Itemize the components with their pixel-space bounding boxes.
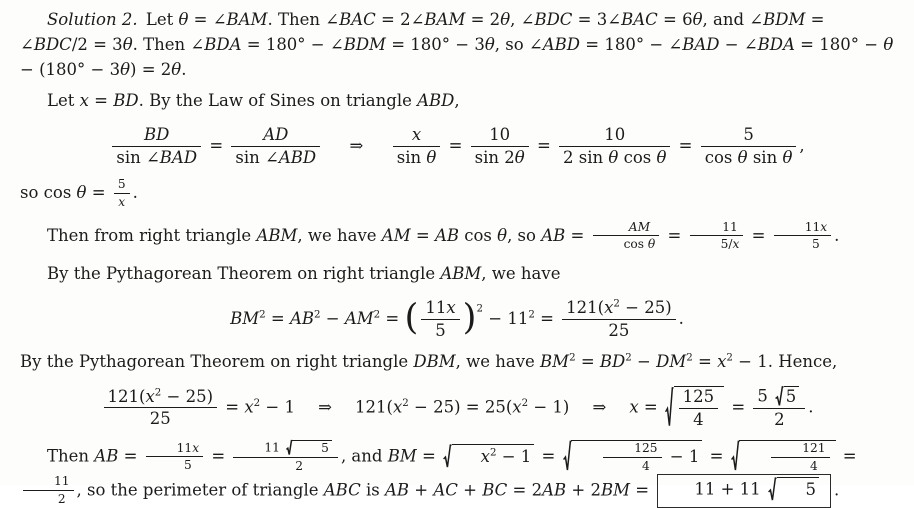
bm-squared-equation: $BM^2 = AB^2 - AM^2$ = ( $\frac{11x}{5}$ )$^2 - 11^2$ = $\frac{121(x^2 - 25)}{25}$ . (230, 297, 684, 340)
fraction: $\frac{11}{2}$ (23, 474, 74, 507)
big-paren: ) (462, 297, 477, 339)
square-root: $x^2 - 1$ (443, 444, 534, 470)
fraction: $\frac{11x}{5}$ (146, 441, 203, 474)
right-triangle-abm-paragraph: Then from right triangle ABM, we have AM = AB cos θ, so AB = $\frac{AM}{\text{cos θ}}$ = $\frac{11}{5/x}$ = $\frac{11x}{5}$ . (47, 219, 840, 251)
fraction: $\frac{121(x^2 - 25)}{25}$ (562, 298, 676, 341)
law-of-sines-equation: $\frac{BD}{\text{sin ∠BAD}}$ = $\frac{AD}{\text{sin ∠ABD}}$ ⇒ $\frac{x}{\text{sin θ}}$ = $\frac{10}{\sin 2\theta}$ = $\frac{10}{\text{2 sin θ cos θ}}$ = $\frac{5}{\text{cos θ sin θ}}$ , (20, 125, 894, 168)
solution-intro-paragraph: Solution 2. Let θ = ∠BAM. Then ∠BAC = 2∠BAM = 2θ, ∠BDC = 3∠BAC = 6θ, and ∠BDM = ∠BDC/2 = 3θ. Then ∠BDA = 180° − ∠BDM = 180° − 3θ, so ∠ABD = 180° − ∠BAD − ∠BDA = 180° − θ − (180° − 3θ) = 2θ. (20, 10, 894, 79)
fraction: $\frac{125}{4}$ (603, 441, 661, 474)
fraction: $\frac{BD}{\text{sin ∠BAD}}$ (112, 125, 201, 168)
square-root: 5 (286, 440, 332, 456)
radical-icon (731, 440, 740, 474)
square-root (731, 440, 836, 474)
fraction: $\frac{5}{\text{cos θ sin θ}}$ (701, 125, 797, 168)
radical-icon (768, 477, 777, 503)
fraction: $\frac{11x}{5}$ (421, 298, 459, 341)
pythagorean-abm-intro-paragraph: By the Pythagorean Theorem on right triangle ABM, we have (47, 264, 561, 284)
fraction: $\frac{121}{4}$ (771, 441, 829, 474)
fraction: $\frac{121(x^2 - 25)}{25}$ (104, 387, 218, 430)
square-root (665, 386, 724, 430)
fraction: $\frac{125}{4}$ (679, 387, 719, 430)
square-root: $\frac{125}{4}$ − 1 (563, 440, 703, 474)
square-root: 5 (775, 386, 799, 408)
solve-for-x-equation: $\frac{121(x^2 - 25)}{25}$ = $x^2 - 1$ ⇒ $121(x^2 - 25) = 25(x^2 - 1)$ ⇒ x = $\frac{125}{4}$ = 5 5 2 . (20, 386, 894, 430)
fraction: 11 5 2 (233, 440, 338, 474)
pythagorean-dbm-paragraph: By the Pythagorean Theorem on right triangle DBM, we have $BM^2 = BD^2 - DM^2 = x^2 - 1$. Hence, (20, 352, 838, 372)
fraction: $\frac{11x}{5}$ (774, 220, 831, 253)
square-root: 5 (768, 477, 819, 503)
cos-theta-result-paragraph: so cos θ = $\frac{5}{x}$ . (20, 177, 138, 209)
radical-icon (443, 444, 452, 470)
big-paren: ( (404, 297, 419, 339)
boxed-answer: 11 + 11 5 (657, 474, 831, 508)
law-of-sines-intro-paragraph: Let x = BD. By the Law of Sines on triangle ABD, (47, 91, 460, 111)
radical-icon (563, 440, 572, 474)
fraction: $\frac{5}{x}$ (114, 177, 130, 210)
fraction: $\frac{x}{\text{sin θ}}$ (393, 125, 441, 168)
radical-icon (665, 386, 674, 430)
fraction: $\frac{10}{\text{2 sin θ cos θ}}$ (559, 125, 670, 168)
fraction: $\frac{AD}{\text{sin ∠ABD}}$ (231, 125, 320, 168)
fraction: $\frac{10}{\sin 2\theta}$ (471, 125, 529, 168)
fraction: 5 5 2 (753, 386, 805, 430)
radical-icon (775, 386, 784, 408)
fraction: $\frac{AM}{\text{cos θ}}$ (593, 220, 660, 253)
perimeter-conclusion-paragraph: Then AB = $\frac{11x}{5}$ = 11 5 2 , and BM = $x^2 - 1$ = $\frac{125}{4}$ − 1 = $\frac{121}{4}$ = $\frac{11}{2}$ , so the perimeter of triangle ABC is AB + AC + BC = 2AB + 2BM = 11 + 11 5 . (20, 440, 894, 507)
fraction: $\frac{11}{5/x}$ (690, 220, 744, 253)
